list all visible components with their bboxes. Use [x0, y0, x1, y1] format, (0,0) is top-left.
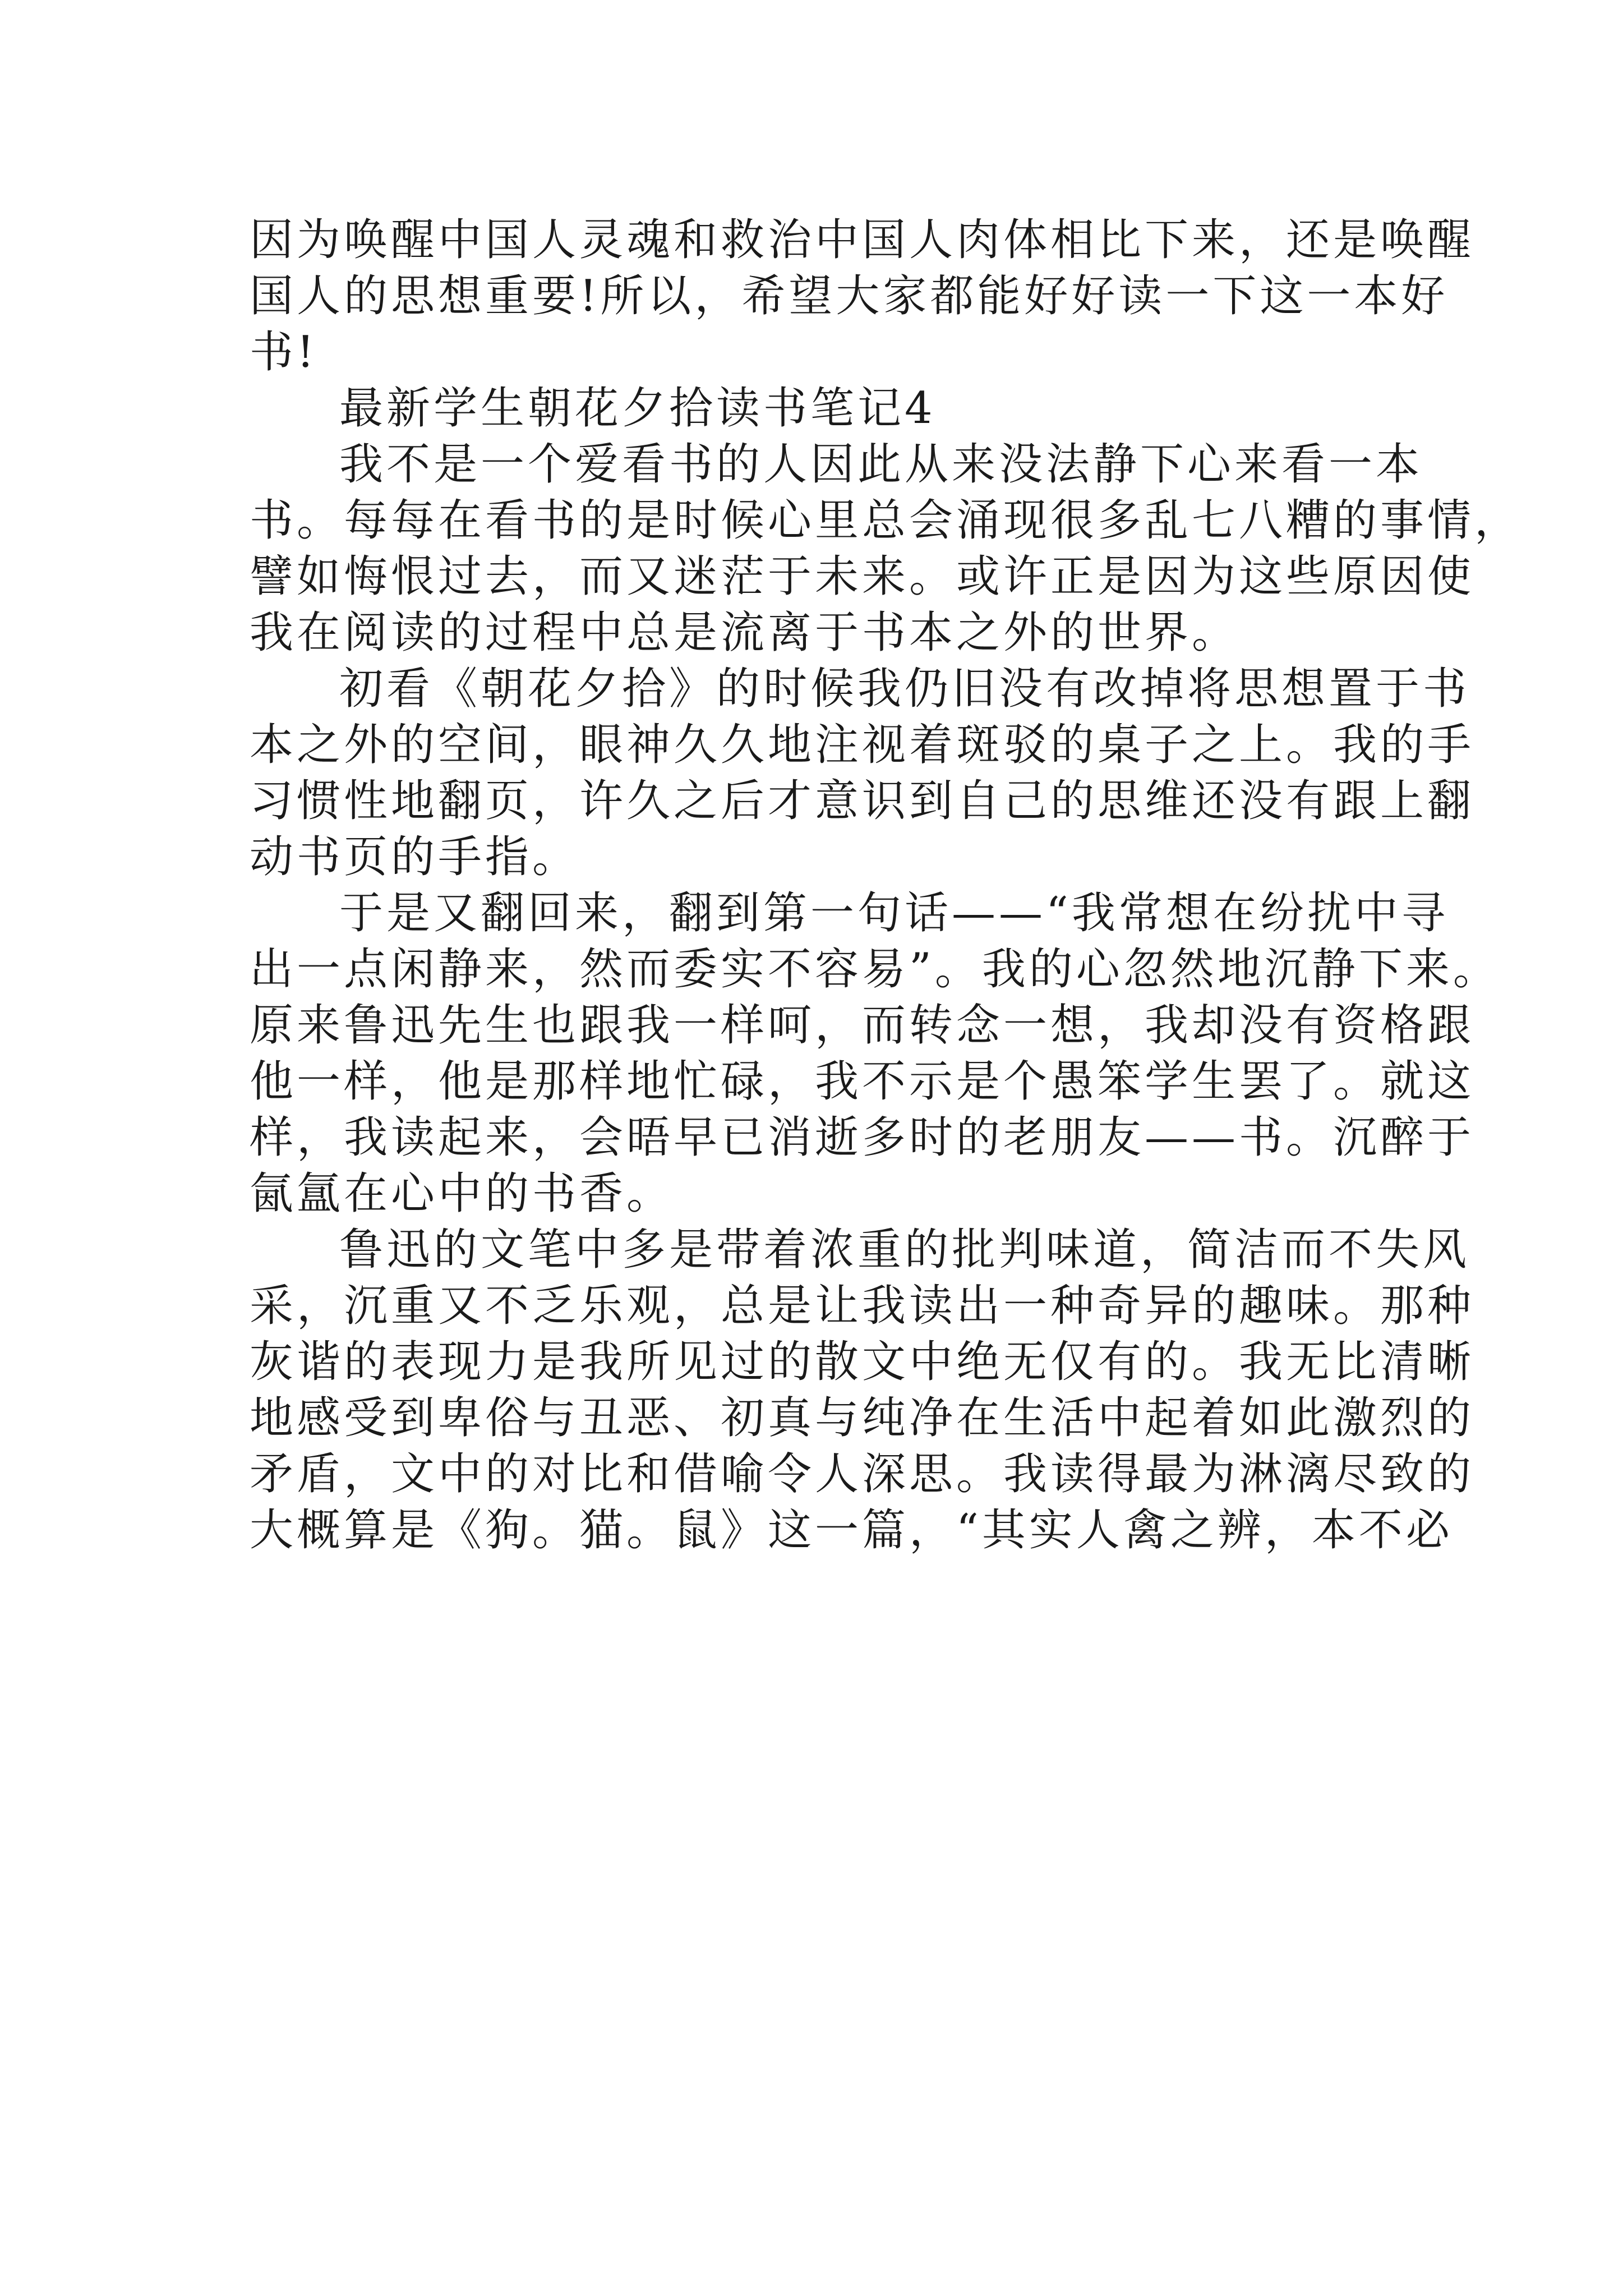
paragraph-start: 鲁迅的文笔中多是带着浓重的批判味道，简洁而不失风	[339, 1225, 1470, 1275]
text-line: 书!	[250, 327, 318, 378]
text-line: 习惯性地翻页，许久之后才意识到自己的思维还没有跟上翻	[250, 776, 1475, 826]
text-line: 矛盾，文中的对比和借喻令人深思。我读得最为淋漓尽致的	[250, 1449, 1475, 1499]
text-line: 采，沉重又不乏乐观，总是让我读出一种奇异的趣味。那种	[250, 1281, 1475, 1331]
text-line: 本之外的空间，眼神久久地注视着斑驳的桌子之上。我的手	[250, 720, 1475, 770]
text-line: 因为唤醒中国人灵魂和救治中国人肉体相比下来，还是唤醒	[250, 215, 1475, 265]
body-text	[250, 212, 1522, 1558]
text-line: 书。每每在看书的是时候心里总会涌现很多乱七八糟的事情，	[250, 495, 1522, 546]
text-line: 灰谐的表现力是我所见过的散文中绝无仅有的。我无比清晰	[250, 1337, 1475, 1387]
paragraph-start: 初看《朝花夕拾》的时候我仍旧没有改掉将思想置于书	[339, 664, 1470, 714]
text-line: 动书页的手指。	[250, 832, 580, 882]
text-line: 国人的思想重要!所以，希望大家都能好好读一下这一本好	[250, 271, 1449, 321]
text-line: 出一点闲静来，然而委实不容易”。我的心忽然地沉静下来。	[250, 944, 1500, 995]
text-line: 氤氲在心中的书香。	[250, 1168, 674, 1219]
paragraph-start: 我不是一个爱看书的人因此从来没法静下心来看一本	[339, 439, 1423, 490]
text-line: 我在阅读的过程中总是流离于书本之外的世界。	[250, 608, 1239, 658]
text-line: 譬如悔恨过去，而又迷茫于未来。或许正是因为这些原因使	[250, 551, 1475, 602]
text-line: 原来鲁迅先生也跟我一样呵，而转念一想，我却没有资格跟	[250, 1000, 1475, 1051]
text-line: 地感受到卑俗与丑恶、初真与纯净在生活中起着如此激烈的	[250, 1393, 1475, 1443]
text-line: 大概算是《狗。猫。鼠》这一篇，“其实人禽之辨，本不必	[250, 1505, 1453, 1556]
text-line: 他一样，他是那样地忙碌，我不示是个愚笨学生罢了。就这	[250, 1056, 1475, 1107]
paragraph-start: 于是又翻回来，翻到第一句话——“我常想在纷扰中寻	[339, 888, 1449, 938]
text-line: 样，我读起来，会晤早已消逝多时的老朋友——书。沉醉于	[250, 1112, 1475, 1163]
section-heading: 最新学生朝花夕拾读书笔记4	[339, 383, 936, 434]
